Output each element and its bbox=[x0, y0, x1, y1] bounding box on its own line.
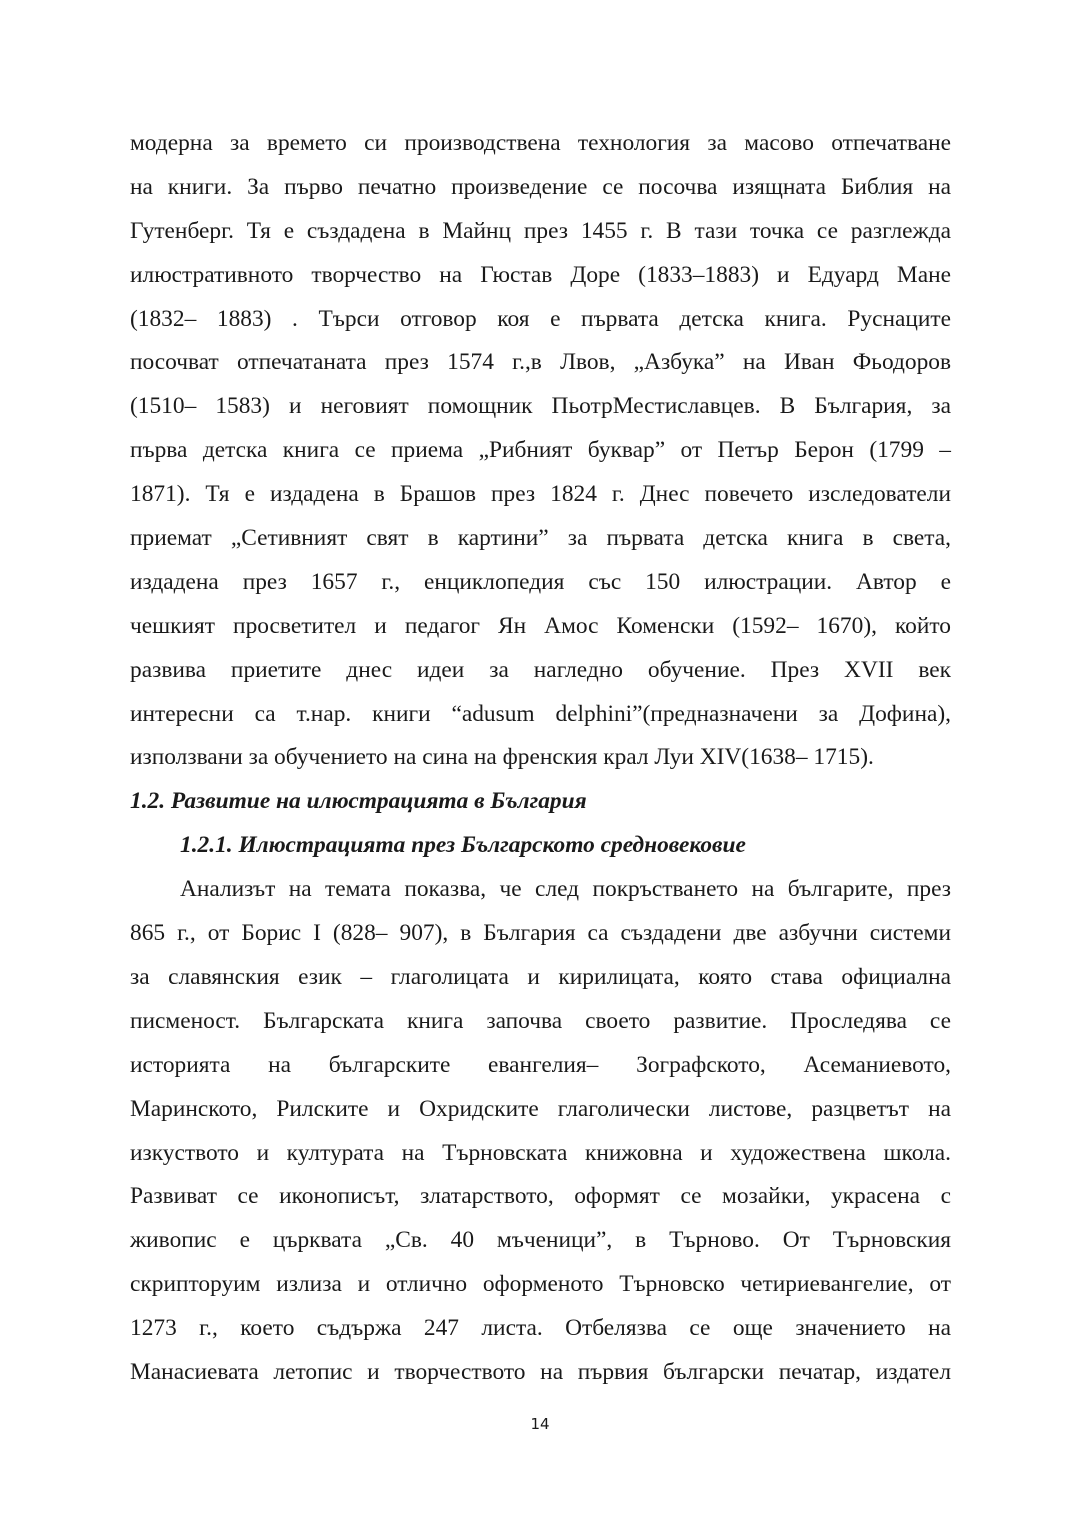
section-heading-1-2: 1.2. Развитие на илюстрацията в България bbox=[130, 788, 587, 815]
text-line: приемат „Сетивният свят в картини” за първата детска книга в света, bbox=[130, 525, 951, 552]
text-line: илюстративното творчество на Гюстав Доре (1833–1883) и Едуард Мане bbox=[130, 261, 951, 288]
page-number: 14 bbox=[530, 1415, 550, 1433]
text-line: Развиват се иконописът, златарството, оформят се мозайки, украсена с bbox=[130, 1183, 951, 1210]
text-line: Анализът на темата показва, че след покръстването на българите, през bbox=[180, 876, 951, 903]
text-line: 1871). Тя е издадена в Брашов през 1824 г. Днес повечето изследователи bbox=[130, 481, 951, 508]
text-line: Гутенберг. Тя е създадена в Майнц през 1455 г. В тази точка се разглежда bbox=[130, 217, 951, 244]
text-line: посочват отпечатаната през 1574 г.,в Лвов, „Азбука” на Иван Фьодоров bbox=[130, 349, 951, 376]
text-line: за славянския език – глаголицата и кирилицата, която става официална bbox=[130, 963, 951, 990]
text-line: историята на българските евангелия– Зографското, Асеманиевото, bbox=[130, 1051, 951, 1078]
text-line: първа детска книга се приема „Рибният буквар” от Петър Берон (1799 – bbox=[130, 437, 951, 464]
text-line: Манасиевата летопис и творчеството на първия български печатар, издател bbox=[130, 1358, 951, 1385]
text-line: Маринското, Рилските и Охридските глаголически листове, разцветът на bbox=[130, 1095, 951, 1122]
text-line: изкуството и културата на Търновската книжовна и художествена школа. bbox=[130, 1139, 951, 1166]
paragraph-bulgarian-medieval-illustration bbox=[130, 868, 951, 1395]
text-line: 865 г., от Борис I (828– 907), в България са създадени две азбучни системи bbox=[130, 920, 951, 947]
text-line: чешкият просветител и педагог Ян Амос Коменски (1592– 1670), който bbox=[130, 612, 951, 639]
text-line: интересни са т.нар. книги “adusum delphini”(предназначени за Дофина), bbox=[130, 700, 951, 727]
text-line: (1510– 1583) и неговият помощник ПьотрМестиславцев. В България, за bbox=[130, 393, 951, 420]
text-line: писменост. Българската книга започва своето развитие. Проследява се bbox=[130, 1007, 951, 1034]
text-line: на книги. За първо печатно произведение се посочва изящната Библия на bbox=[130, 173, 951, 200]
text-line: скрипторуим излиза и отлично оформеното Търновско четириевангелие, от bbox=[130, 1271, 951, 1298]
document-page bbox=[130, 122, 951, 1395]
text-line: използвани за обучението на сина на френския крал Луи XIV(1638– 1715). bbox=[130, 744, 874, 771]
text-line: 1273 г., което съдържа 247 листа. Отбелязва се още значението на bbox=[130, 1315, 951, 1342]
text-line: развива приетите днес идеи за нагледно обучение. През XVII век bbox=[130, 656, 951, 683]
text-line: модерна за времето си производствена технология за масово отпечатване bbox=[130, 130, 951, 156]
text-line: живопис е църквата „Св. 40 мъченици”, в Търново. От Търновския bbox=[130, 1227, 951, 1254]
text-line: издадена през 1657 г., енциклопедия със 150 илюстрации. Автор е bbox=[130, 568, 951, 595]
paragraph-gutenberg-and-early-books bbox=[130, 122, 951, 780]
text-line: (1832– 1883) . Търси отговор коя е първата детска книга. Руснаците bbox=[130, 305, 951, 332]
section-heading-1-2-1: 1.2.1. Илюстрацията през Българското средновековие bbox=[180, 832, 746, 859]
